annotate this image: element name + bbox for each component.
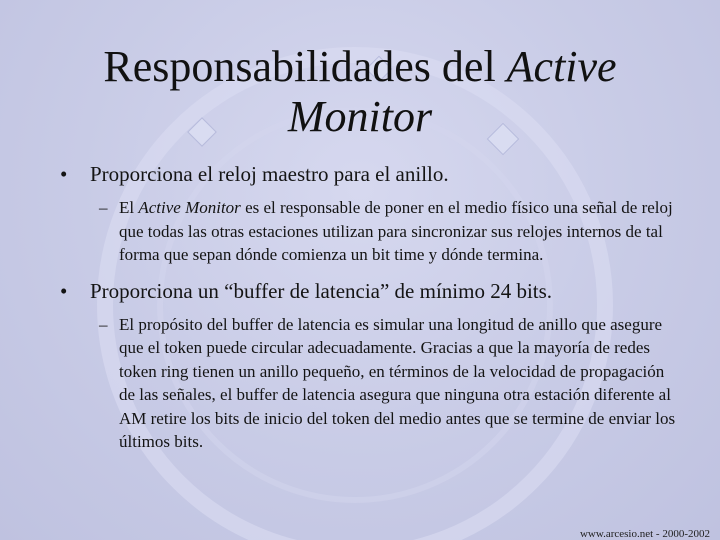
- dash-icon: –: [99, 198, 108, 217]
- footer-text: www.arcesio.net - 2000-2002: [579, 528, 710, 540]
- bullet-item: [60, 160, 700, 188]
- sub-bullet-item: [99, 313, 684, 454]
- slide-content: [60, 160, 700, 464]
- title-italic-text: Active Monitor: [287, 42, 617, 141]
- title-text: Responsabilidades del: [103, 42, 496, 91]
- dash-icon: –: [99, 314, 108, 334]
- sub-bullet-prefix: El: [119, 198, 135, 217]
- bullet-text: Proporciona el reloj maestro para el anillo.: [90, 162, 449, 186]
- slide-title: [60, 42, 660, 142]
- bullet-icon: •: [60, 278, 68, 303]
- bullet-text: Proporciona un “buffer de latencia” de mínimo 24 bits.: [90, 278, 553, 303]
- sub-bullet-text: El propósito del buffer de latencia es simular una longitud de anillo que asegure que el token puede circular adecuadamente. Gracias a que la mayoría de redes token ring tienen un anillo pequeño, en términos de la velocidad de propagación de las señales, el buffer de latencia asegura que ninguna otra estación diferente al AM retire los bits de inicio del token del medio antes que se termine de enviar los últimos bits.: [119, 314, 676, 451]
- sub-bullet-text: es el responsable de poner en el medio físico una señal de reloj que todas las otras estaciones utilizan para sincronizar sus relojes internos de tal forma que sepan dónde comienza un bit time y dónde termina.: [119, 198, 673, 264]
- sub-bullet-item: [99, 196, 684, 267]
- bullet-icon: •: [60, 162, 68, 186]
- sub-bullet-italic: Active Monitor: [138, 198, 241, 217]
- bullet-item: [60, 277, 700, 305]
